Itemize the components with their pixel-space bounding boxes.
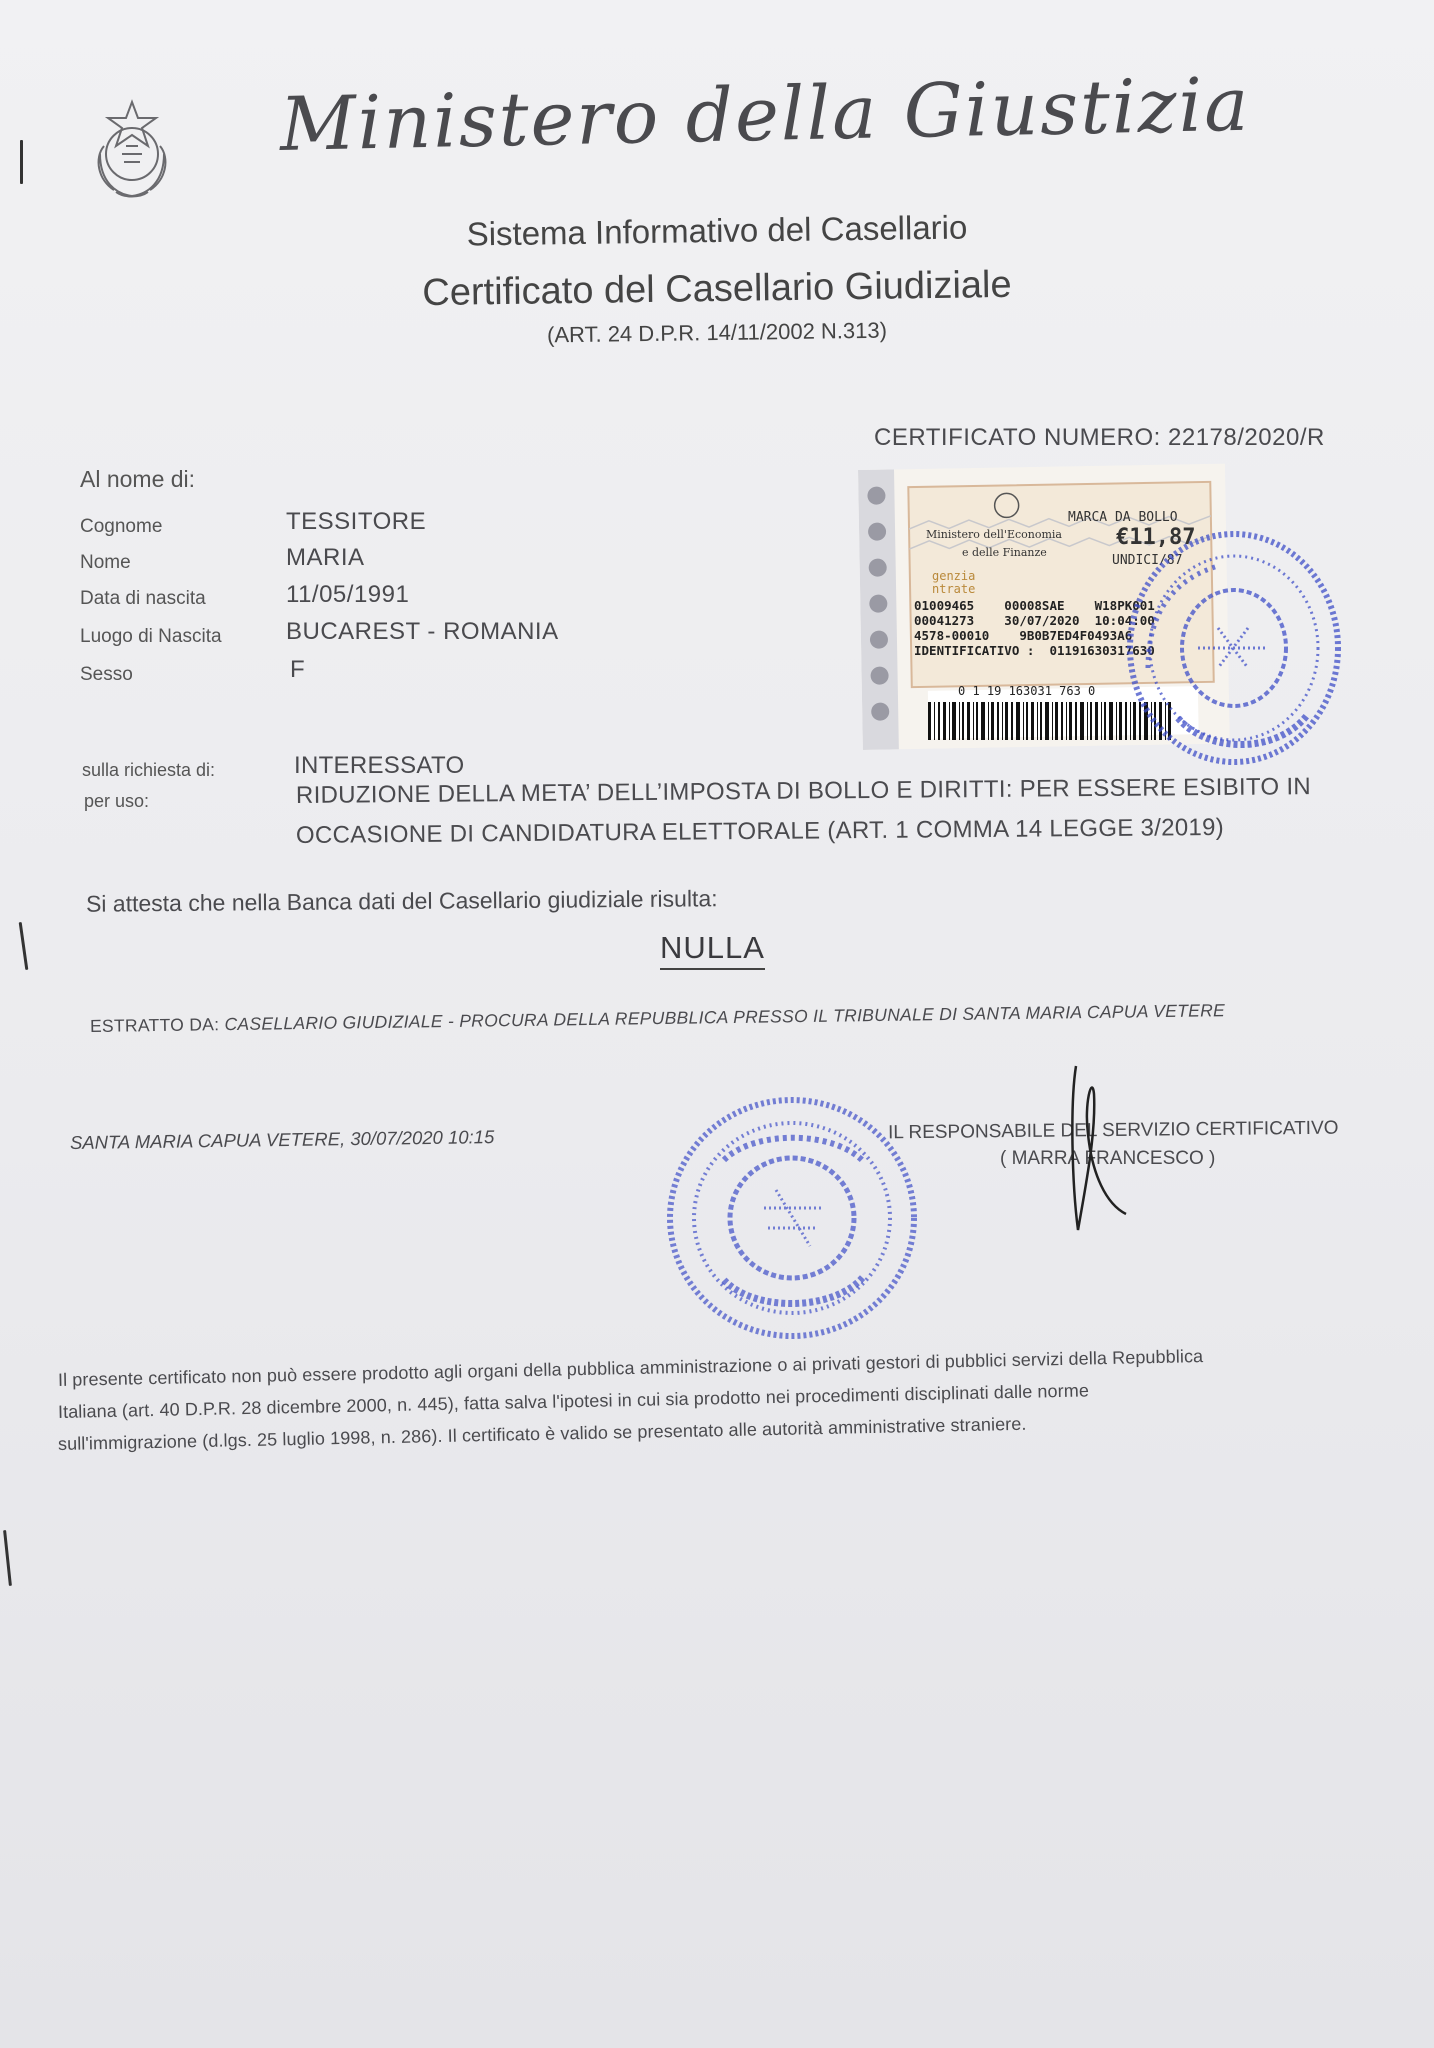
- stamp-row3: 4578-00010 9B0B7ED4F0493A6: [914, 628, 1133, 643]
- first-name-label: Nome: [80, 552, 131, 573]
- system-title: Sistema Informativo del Casellario: [466, 208, 968, 253]
- subject-heading: Al nome di:: [80, 466, 196, 492]
- extract-label: ESTRATTO DA:: [89, 1014, 220, 1036]
- use-line-1: RIDUZIONE DELLA META’ DELL’IMPOSTA DI BOLLO E DIRITTI: PER ESSERE ESIBITO IN: [295, 773, 1312, 809]
- birth-date-value: 11/05/1991: [286, 581, 410, 608]
- official-seal-stamp-top: [1108, 518, 1344, 775]
- handwritten-signature: [1066, 1064, 1136, 1239]
- birth-place-value: BUCAREST - ROMANIA: [286, 618, 559, 645]
- place-and-date: SANTA MARIA CAPUA VETERE, 30/07/2020 10:15: [69, 1126, 495, 1153]
- ministry-title: Ministero della Giustizia: [279, 61, 1252, 168]
- birth-place-label: Luogo di Nascita: [80, 626, 222, 647]
- certificate-title: Certificato del Casellario Giudiziale: [422, 263, 1012, 315]
- stamp-amount-words: UNDICI/87: [1112, 553, 1183, 568]
- stamp-barcode-number: 0 1 19 163031 763 0: [958, 684, 1096, 698]
- footer-line-2: Italiana (art. 40 D.P.R. 28 dicembre 2000, n. 445), fatta salva l'ipotesi in cui sia prodotto nei procedimenti disciplinati dalle norme: [57, 1380, 1090, 1422]
- margin-mark-bottom: [3, 1530, 12, 1586]
- use-line-2: OCCASIONE DI CANDIDATURA ELETTORALE (ART. 1 COMMA 14 LEGGE 3/2019): [295, 813, 1225, 849]
- extract-source-text: CASELLARIO GIUDIZIALE - PROCURA DELLA REPUBBLICA PRESSO IL TRIBUNALE DI SANTA MARIA CAPUA VETERE: [224, 1000, 1226, 1035]
- stamp-row1: 01009465 00008SAE W18PK001: [914, 598, 1155, 613]
- stamp-row2: 00041273 30/07/2020 10:04:00: [914, 613, 1155, 628]
- surname-value: TESSITORE: [286, 508, 427, 535]
- footer-line-1: Il presente certificato non può essere prodotto agli organi della pubblica amministrazione o ai privati gestori di pubblici servizi della Repubblica: [57, 1346, 1204, 1390]
- birth-date-label: Data di nascita: [80, 588, 206, 609]
- result-value: NULLA: [660, 930, 765, 970]
- requested-by-label: sulla richiesta di:: [82, 760, 216, 780]
- requested-by-value: INTERESSATO: [294, 752, 465, 779]
- stamp-issuer-line1: Ministero dell'Economia: [926, 528, 1062, 541]
- attestation-text: Si attesta che nella Banca dati del Casellario giudiziale risulta:: [85, 885, 718, 917]
- certificate-number: CERTIFICATO NUMERO: 22178/2020/R: [874, 424, 1325, 451]
- sex-value: F: [290, 656, 306, 683]
- margin-mark-top: [20, 140, 23, 184]
- legal-reference: (ART. 24 D.P.R. 14/11/2002 N.313): [546, 317, 888, 348]
- first-name-value: MARIA: [286, 544, 365, 571]
- responsible-name: ( MARRA FRANCESCO ): [1000, 1148, 1216, 1169]
- stamp-title: MARCA DA BOLLO: [1068, 510, 1178, 525]
- footer-line-3: sull'immigrazione (d.lgs. 25 luglio 1998, n. 286). Il certificato è valido se presentato alle autorità amministrative straniere.: [57, 1413, 1027, 1454]
- stamp-agency: genzia ntrate: [932, 569, 976, 596]
- extract-source: [90, 1000, 1225, 1037]
- surname-label: Cognome: [80, 516, 163, 537]
- use-label: per uso:: [84, 791, 150, 811]
- stamp-issuer-line2: e delle Finanze: [962, 546, 1047, 559]
- official-seal-stamp-bottom: [664, 1090, 926, 1347]
- stamp-amount: €11,87: [1116, 525, 1196, 550]
- republic-emblem-icon: [86, 96, 178, 200]
- responsible-title: IL RESPONSABILE DEL SERVIZIO CERTIFICATIVO: [887, 1117, 1339, 1144]
- margin-mark-middle: [19, 922, 29, 970]
- sex-label: Sesso: [80, 664, 133, 685]
- stamp-row4: IDENTIFICATIVO : 01191630317630: [914, 643, 1155, 658]
